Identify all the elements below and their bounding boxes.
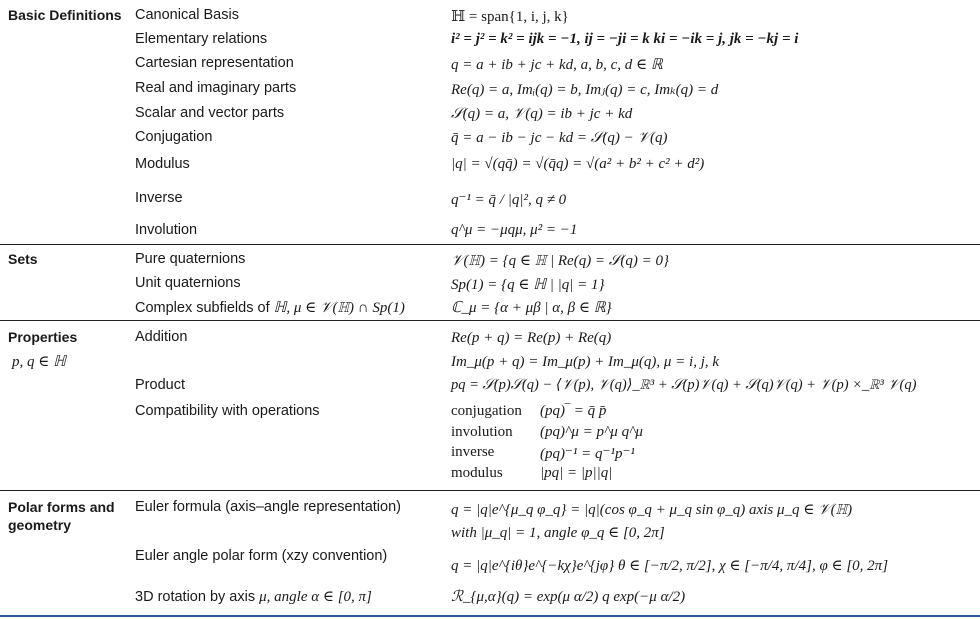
category-basic-definitions: Basic Definitions — [8, 7, 122, 23]
row-name: Real and imaginary parts — [135, 80, 297, 96]
row-name: Modulus — [135, 156, 190, 172]
operation-formula: (pq)‾ = q̄ p̄ — [540, 403, 607, 419]
category-subnote: p, q ∈ ℍ — [12, 354, 66, 370]
row-name: Canonical Basis — [135, 7, 239, 23]
row-name: Unit quaternions — [135, 275, 241, 291]
row-formula: ℛ_{μ,α}(q) = exp(μ α/2) q exp(−μ α/2) — [451, 589, 686, 605]
operation-name: involution — [451, 424, 513, 440]
category-sets: Sets — [8, 251, 38, 267]
section-divider — [0, 490, 980, 491]
row-formula: q⁻¹ = q̄ / |q|², q ≠ 0 — [451, 192, 567, 208]
operation-name: conjugation — [451, 403, 522, 419]
row-formula: Sp(1) = {q ∈ ℍ | |q| = 1} — [451, 277, 605, 293]
row-name — [135, 587, 372, 606]
row-name: Inverse — [135, 190, 183, 206]
row-formula: ℍ = span{1, i, j, k} — [451, 9, 569, 25]
operation-formula: (pq)⁻¹ = q⁻¹p⁻¹ — [540, 446, 635, 462]
row-name: Product — [135, 377, 185, 393]
row-name: Addition — [135, 329, 188, 345]
row-name-math: ℍ, μ ∈ 𝒱(ℍ) ∩ Sp(1) — [273, 300, 405, 316]
row-name: Euler formula (axis–angle representation) — [135, 499, 401, 515]
section-divider — [0, 320, 980, 321]
row-formula: q̄ = a − ib − jc − kd = 𝒮(q) − 𝒱(q) — [451, 130, 668, 146]
row-name: Involution — [135, 222, 198, 238]
category-polar-forms: Polar forms and geometry — [8, 499, 115, 533]
row-formula: ℂ_μ = {α + μβ | α, β ∈ ℝ} — [451, 300, 612, 316]
row-name: Conjugation — [135, 129, 213, 145]
operation-name: modulus — [451, 465, 503, 481]
row-formula: 𝒱(ℍ) = {q ∈ ℍ | Re(q) = 𝒮(q) = 0} — [451, 253, 670, 269]
row-formula: Re(q) = a, Imᵢ(q) = b, Imⱼ(q) = c, Imₖ(q) = d — [451, 82, 719, 98]
operation-formula: |pq| = |p||q| — [540, 465, 613, 481]
row-formula: pq = 𝒮(p)𝒮(q) − ⟨𝒱(p), 𝒱(q)⟩_ℝ³ + 𝒮(p)𝒱(q) + 𝒮(q)𝒱(q) + 𝒱(p) ×_ℝ³ 𝒱(q) — [451, 377, 917, 393]
row-formula: i² = j² = k² = ijk = −1, ij = −ji = k ki = −ik = j, jk = −kj = i — [451, 31, 799, 47]
row-formula: q = |q|e^{iθ}e^{−kχ}e^{jφ} θ ∈ [−π/2, π/2], χ ∈ [−π/4, π/4], φ ∈ [0, 2π] — [451, 558, 889, 574]
row-name-text: Complex subfields of — [135, 300, 270, 316]
row-name: Pure quaternions — [135, 251, 246, 267]
row-formula-line2: Im_μ(p + q) = Im_μ(p) + Im_μ(q), μ = i, j, k — [451, 354, 720, 370]
row-name-text: 3D rotation by axis — [135, 589, 256, 605]
row-formula: q = |q|e^{μ_q φ_q} = |q|(cos φ_q + μ_q sin φ_q) axis μ_q ∈ 𝒱(ℍ) — [451, 502, 853, 518]
operation-formula: (pq)^μ = p^μ q^μ — [540, 424, 643, 440]
row-name: Scalar and vector parts — [135, 105, 285, 121]
row-formula: |q| = √(qq̄) = √(q̄q) = √(a² + b² + c² + d²) — [451, 156, 705, 172]
operation-name: inverse — [451, 444, 495, 460]
row-formula: Re(p + q) = Re(p) + Re(q) — [451, 330, 612, 346]
table-bottom-rule — [0, 615, 980, 617]
row-formula: 𝒮(q) = a, 𝒱(q) = ib + jc + kd — [451, 106, 633, 122]
section-divider — [0, 244, 980, 245]
row-formula: q^μ = −μqμ, μ² = −1 — [451, 222, 578, 238]
row-name-math: μ, angle α ∈ [0, π] — [259, 589, 372, 605]
category-properties: Properties — [8, 329, 78, 345]
row-name — [135, 298, 405, 317]
row-name: Euler angle polar form (xzy convention) — [135, 548, 388, 564]
row-name: Elementary relations — [135, 31, 268, 47]
row-formula: q = a + ib + jc + kd, a, b, c, d ∈ ℝ — [451, 57, 663, 73]
row-name: Cartesian representation — [135, 55, 294, 71]
row-name: Compatibility with operations — [135, 403, 320, 419]
row-formula-line2: with |μ_q| = 1, angle φ_q ∈ [0, 2π] — [451, 525, 665, 541]
